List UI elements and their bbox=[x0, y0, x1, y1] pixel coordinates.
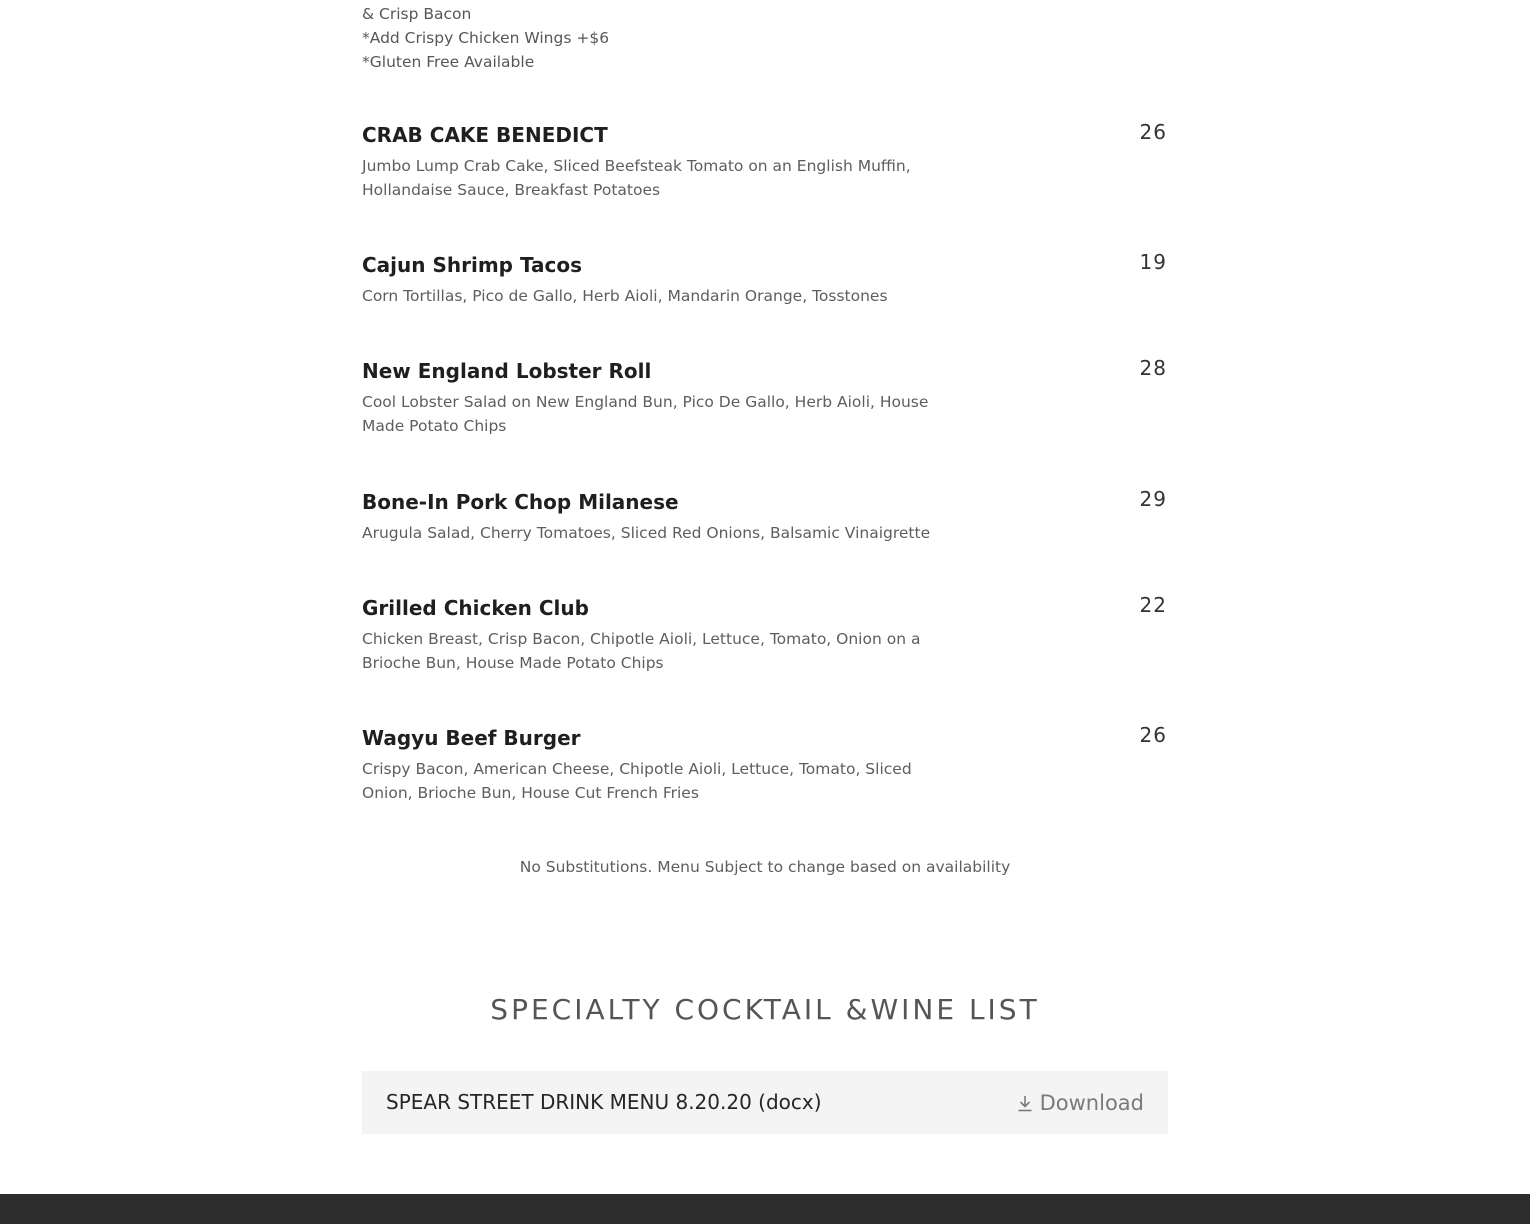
item-price: 29 bbox=[1139, 487, 1167, 511]
note-line: & Crisp Bacon bbox=[362, 5, 472, 23]
footer-bar bbox=[0, 1194, 1530, 1224]
file-name: SPEAR STREET DRINK MENU 8.20.20 (docx) bbox=[386, 1090, 822, 1114]
menu-disclaimer: No Substitutions. Menu Subject to change based on availability bbox=[519, 858, 1011, 876]
note-line: *Add Crispy Chicken Wings +$6 bbox=[362, 29, 610, 47]
download-button[interactable] bbox=[1016, 1089, 1144, 1117]
file-download-bar bbox=[362, 1071, 1168, 1134]
download-icon bbox=[1016, 1093, 1034, 1113]
note-line: *Gluten Free Available bbox=[362, 53, 535, 71]
item-price: 26 bbox=[1139, 723, 1167, 747]
item-price: 28 bbox=[1139, 356, 1167, 380]
item-name: Grilled Chicken Club bbox=[362, 596, 589, 620]
item-description: Crispy Bacon, American Cheese, Chipotle Aioli, Lettuce, Tomato, Sliced Onion, Brioche Bun, House Cut French Fries bbox=[362, 760, 912, 802]
item-price: 26 bbox=[1139, 120, 1167, 144]
cocktail-section-title: SPECIALTY COCKTAIL &WINE LIST bbox=[490, 993, 1040, 1026]
item-name: Bone-In Pork Chop Milanese bbox=[362, 490, 679, 514]
item-name: Cajun Shrimp Tacos bbox=[362, 253, 583, 277]
item-price: 22 bbox=[1139, 593, 1167, 617]
item-description: Cool Lobster Salad on New England Bun, Pico De Gallo, Herb Aioli, House Made Potato Chips bbox=[362, 393, 929, 435]
item-description: Arugula Salad, Cherry Tomatoes, Sliced Red Onions, Balsamic Vinaigrette bbox=[362, 524, 931, 542]
item-description: Corn Tortillas, Pico de Gallo, Herb Aioli, Mandarin Orange, Tosstones bbox=[362, 287, 888, 305]
previous-item-notes bbox=[362, 2, 609, 74]
item-name: Wagyu Beef Burger bbox=[362, 726, 581, 750]
item-name: CRAB CAKE BENEDICT bbox=[362, 123, 608, 147]
download-label: Download bbox=[1039, 1091, 1144, 1115]
item-description: Jumbo Lump Crab Cake, Sliced Beefsteak Tomato on an English Muffin, Hollandaise Sauce, Breakfast Potatoes bbox=[362, 157, 911, 199]
item-name: New England Lobster Roll bbox=[362, 359, 652, 383]
item-price: 19 bbox=[1139, 250, 1167, 274]
item-description: Chicken Breast, Crisp Bacon, Chipotle Aioli, Lettuce, Tomato, Onion on a Brioche Bun, House Made Potato Chips bbox=[362, 630, 921, 672]
